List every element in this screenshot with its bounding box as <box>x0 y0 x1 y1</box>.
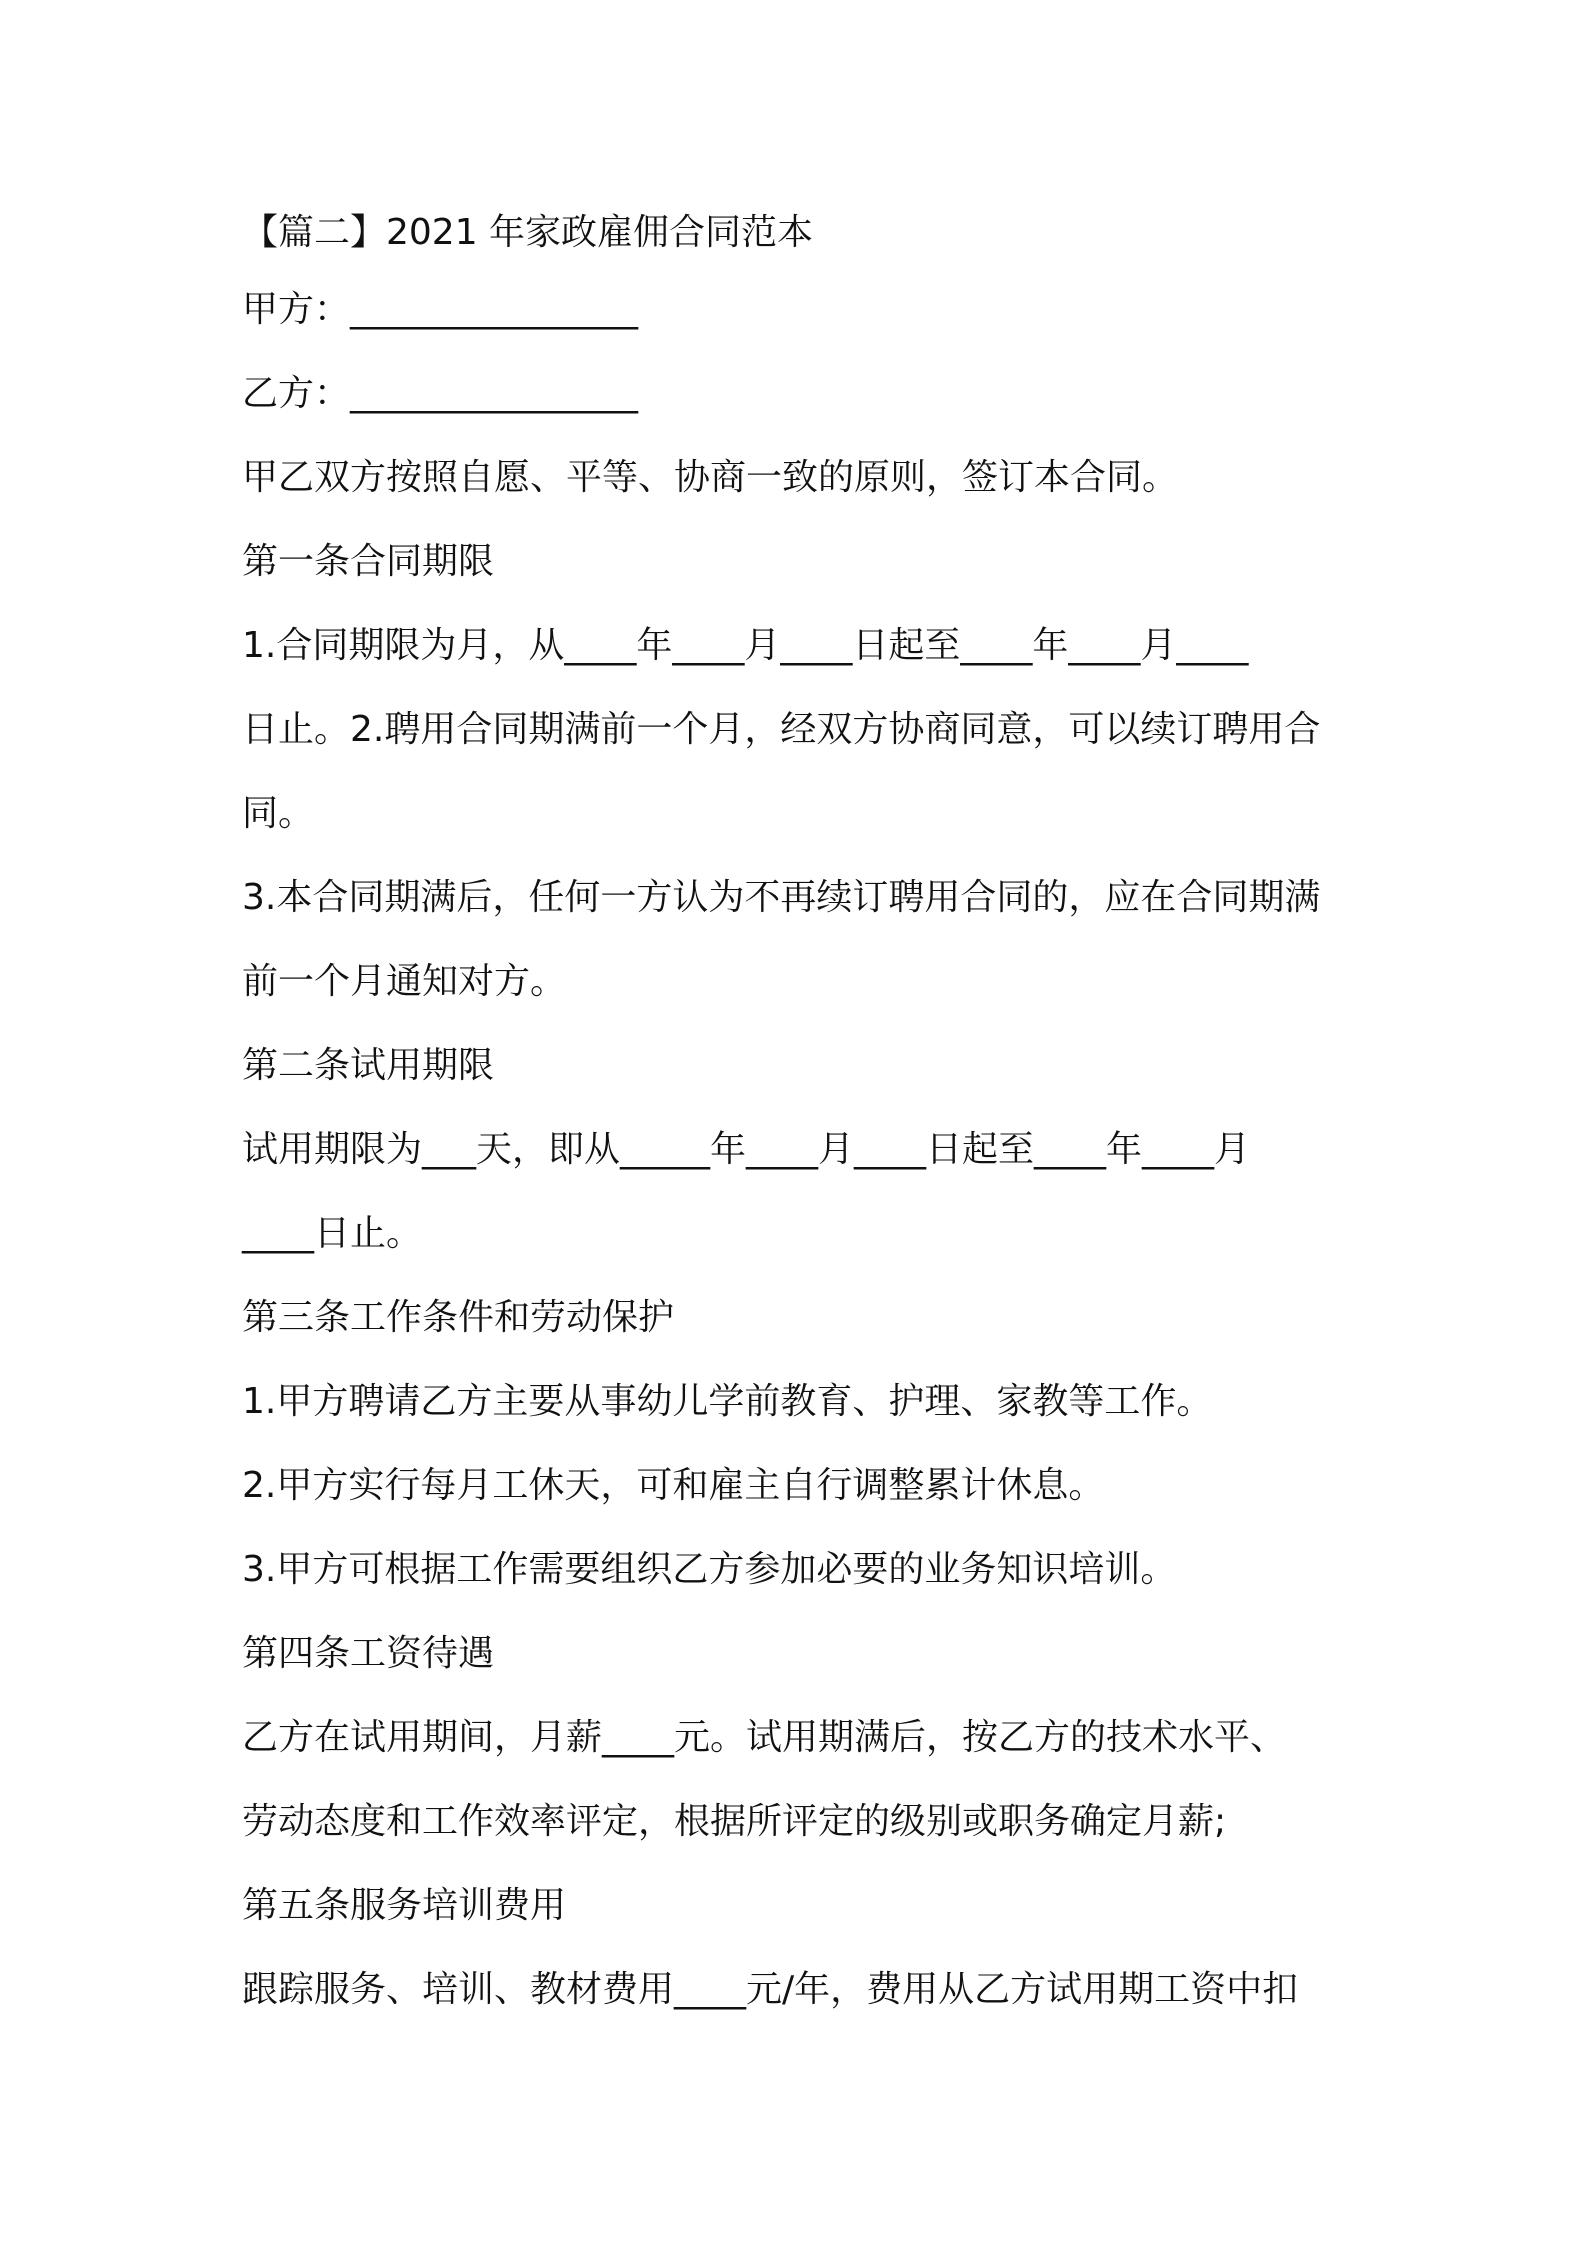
party-a-line: 甲方：________________ <box>242 289 639 330</box>
article-1-heading: 第一条合同期限 <box>242 541 495 582</box>
article-1-text-line: 前一个月通知对方。 <box>242 961 567 1002</box>
article-4-text-line: 乙方在试用期间，月薪____元。试用期满后，按乙方的技术水平、 <box>242 1717 1287 1758</box>
article-1-text-line: 3.本合同期满后，任何一方认为不再续订聘用合同的，应在合同期满 <box>242 877 1321 918</box>
article-1-text-line: 1.合同期限为月，从____年____月____日起至____年____月____ <box>242 625 1249 666</box>
article-5-heading: 第五条服务培训费用 <box>242 1885 567 1926</box>
article-5-text-line: 跟踪服务、培训、教材费用____元/年，费用从乙方试用期工资中扣 <box>242 1969 1299 2010</box>
article-2-heading: 第二条试用期限 <box>242 1045 495 1086</box>
preamble-paragraph: 甲乙双方按照自愿、平等、协商一致的原则，签订本合同。 <box>242 457 1179 498</box>
article-2-text-line: 试用期限为___天，即从_____年____月____日起至____年____月 <box>242 1129 1251 1170</box>
article-3-text-line: 2.甲方实行每月工休天，可和雇主自行调整累计休息。 <box>242 1465 1105 1506</box>
article-4-heading: 第四条工资待遇 <box>242 1633 495 1674</box>
party-b-line: 乙方：________________ <box>242 373 639 414</box>
article-1-text-line: 日止。2.聘用合同期满前一个月，经双方协商同意，可以续订聘用合 <box>242 709 1321 750</box>
article-4-text-line: 劳动态度和工作效率评定，根据所评定的级别或职务确定月薪; <box>242 1801 1227 1842</box>
article-3-text-line: 3.甲方可根据工作需要组织乙方参加必要的业务知识培训。 <box>242 1549 1177 1590</box>
document-title: 【篇二】2021 年家政雇佣合同范本 <box>242 212 814 253</box>
article-2-text-line: ____日止。 <box>242 1213 423 1254</box>
article-3-text-line: 1.甲方聘请乙方主要从事幼儿学前教育、护理、家教等工作。 <box>242 1381 1213 1422</box>
article-1-text-line: 同。 <box>242 793 315 834</box>
contract-body <box>242 198 1362 2032</box>
article-3-heading: 第三条工作条件和劳动保护 <box>242 1297 675 1338</box>
